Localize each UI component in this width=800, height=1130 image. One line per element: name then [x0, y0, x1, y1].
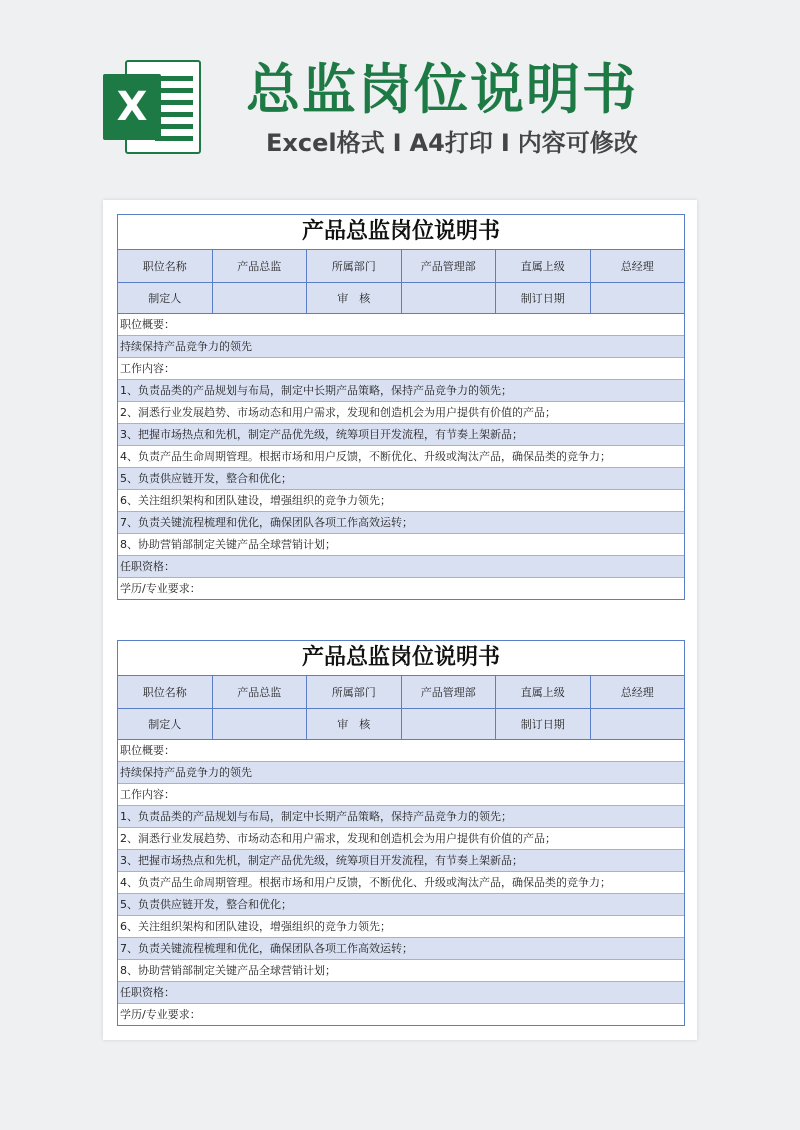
summary-text[interactable]: 持续保持产品竞争力的领先: [118, 762, 684, 784]
duty-item[interactable]: 8、协助营销部制定关键产品全球营销计划；: [118, 534, 684, 556]
section-label-summary[interactable]: 职位概要：: [118, 314, 684, 336]
duty-item[interactable]: 2、洞悉行业发展趋势、市场动态和用户需求，发现和创造机会为用户提供有价值的产品；: [118, 828, 684, 850]
duty-item[interactable]: 7、负责关键流程梳理和优化，确保团队各项工作高效运转；: [118, 938, 684, 960]
subtitle-separator: I: [500, 129, 510, 157]
cell-value-author[interactable]: [213, 283, 308, 313]
cell-value-date[interactable]: [591, 283, 685, 313]
section-label-qualifications[interactable]: 任职资格：: [118, 556, 684, 578]
cell-value-position[interactable]: 产品总监: [213, 676, 308, 708]
sheet-title: 产品总监岗位说明书: [118, 215, 684, 250]
header-banner: [0, 0, 800, 200]
cell-value-position[interactable]: 产品总监: [213, 250, 308, 282]
duty-item[interactable]: 3、把握市场热点和先机，制定产品优先级，统筹项目开发流程，有节奏上架新品；: [118, 850, 684, 872]
duty-item[interactable]: 7、负责关键流程梳理和优化，确保团队各项工作高效运转；: [118, 512, 684, 534]
excel-logo-icon: [103, 60, 203, 154]
duty-item[interactable]: 2、洞悉行业发展趋势、市场动态和用户需求，发现和创造机会为用户提供有价值的产品；: [118, 402, 684, 424]
cell-label-supervisor[interactable]: 直属上级: [496, 676, 591, 708]
duty-item[interactable]: 5、负责供应链开发，整合和优化；: [118, 468, 684, 490]
section-label-education[interactable]: 学历/专业要求：: [118, 1004, 684, 1025]
duty-item[interactable]: 1、负责品类的产品规划与布局，制定中长期产品策略，保持产品竞争力的领先；: [118, 380, 684, 402]
document-paper: [103, 200, 697, 1040]
cell-label-department[interactable]: 所属部门: [307, 250, 402, 282]
cell-label-reviewer[interactable]: 审 核: [307, 283, 402, 313]
cell-label-reviewer[interactable]: 审 核: [307, 709, 402, 739]
section-label-education[interactable]: 学历/专业要求：: [118, 578, 684, 599]
subtitle-editable: 内容可修改: [517, 129, 638, 157]
subtitle-separator: I: [392, 129, 402, 157]
duty-item[interactable]: 4、负责产品生命周期管理。根据市场和用户反馈，不断优化、升级或淘汰产品，确保品类的竞争力；: [118, 446, 684, 468]
duty-item[interactable]: 6、关注组织架构和团队建设，增强组织的竞争力领先；: [118, 490, 684, 512]
cell-value-supervisor[interactable]: 总经理: [591, 676, 685, 708]
cell-value-author[interactable]: [213, 709, 308, 739]
job-description-sheet: [117, 214, 685, 600]
excel-x-letter: X: [103, 74, 161, 140]
info-row-position: [118, 676, 684, 709]
cell-value-reviewer[interactable]: [402, 283, 497, 313]
section-label-duties[interactable]: 工作内容：: [118, 784, 684, 806]
duty-item[interactable]: 3、把握市场热点和先机，制定产品优先级，统筹项目开发流程，有节奏上架新品；: [118, 424, 684, 446]
summary-text[interactable]: 持续保持产品竞争力的领先: [118, 336, 684, 358]
info-row-author: [118, 709, 684, 740]
cell-value-department[interactable]: 产品管理部: [402, 250, 497, 282]
duty-item[interactable]: 5、负责供应链开发，整合和优化；: [118, 894, 684, 916]
info-row-position: [118, 250, 684, 283]
sheet-title: 产品总监岗位说明书: [118, 641, 684, 676]
cell-value-reviewer[interactable]: [402, 709, 497, 739]
section-label-qualifications[interactable]: 任职资格：: [118, 982, 684, 1004]
page-title: 总监岗位说明书: [246, 58, 638, 121]
subtitle-format: Excel格式: [266, 129, 385, 157]
cell-value-supervisor[interactable]: 总经理: [591, 250, 685, 282]
cell-label-department[interactable]: 所属部门: [307, 676, 402, 708]
cell-label-position[interactable]: 职位名称: [118, 250, 213, 282]
cell-value-department[interactable]: 产品管理部: [402, 676, 497, 708]
info-row-author: [118, 283, 684, 314]
cell-label-author[interactable]: 制定人: [118, 709, 213, 739]
subtitle: [266, 126, 686, 160]
section-label-summary[interactable]: 职位概要：: [118, 740, 684, 762]
cell-label-date[interactable]: 制订日期: [496, 709, 591, 739]
section-label-duties[interactable]: 工作内容：: [118, 358, 684, 380]
cell-label-date[interactable]: 制订日期: [496, 283, 591, 313]
duty-item[interactable]: 6、关注组织架构和团队建设，增强组织的竞争力领先；: [118, 916, 684, 938]
cell-label-supervisor[interactable]: 直属上级: [496, 250, 591, 282]
duty-item[interactable]: 8、协助营销部制定关键产品全球营销计划；: [118, 960, 684, 982]
duty-item[interactable]: 1、负责品类的产品规划与布局，制定中长期产品策略，保持产品竞争力的领先；: [118, 806, 684, 828]
duty-item[interactable]: 4、负责产品生命周期管理。根据市场和用户反馈，不断优化、升级或淘汰产品，确保品类的竞争力；: [118, 872, 684, 894]
cell-label-author[interactable]: 制定人: [118, 283, 213, 313]
subtitle-print: A4打印: [409, 129, 493, 157]
cell-value-date[interactable]: [591, 709, 685, 739]
job-description-sheet: [117, 640, 685, 1026]
cell-label-position[interactable]: 职位名称: [118, 676, 213, 708]
